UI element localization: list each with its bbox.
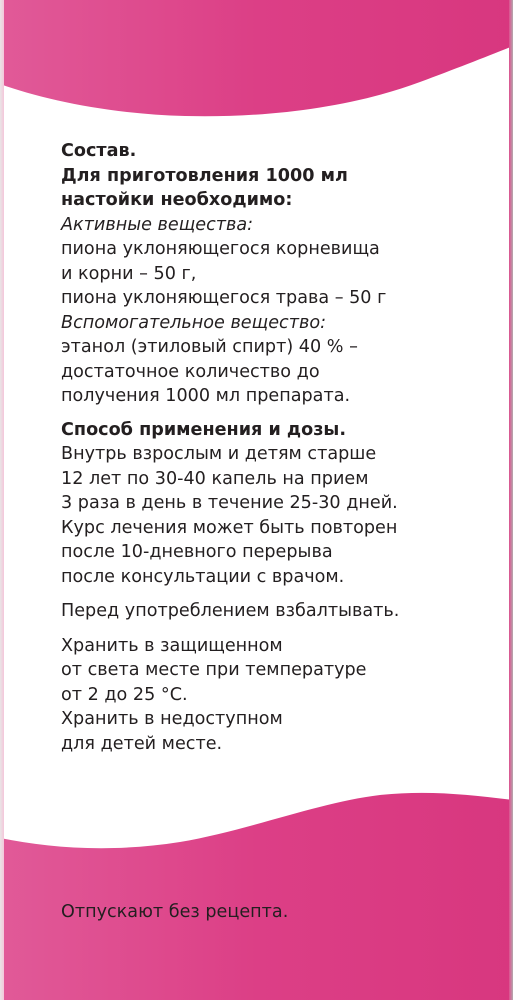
usage-line: 3 раза в день в течение 25-30 дней. — [61, 493, 398, 513]
composition-subtitle-line: Для приготовления 1000 мл — [61, 165, 348, 186]
auxiliary-substance-line: достаточное количество до — [61, 361, 320, 382]
composition-subtitle-line: настойки необходимо: — [61, 190, 293, 210]
box-edge-right — [509, 0, 513, 1000]
active-substances-label: Активные вещества: — [61, 214, 254, 235]
section-gap — [61, 409, 481, 418]
usage-line: Курс лечения может быть повторен — [61, 517, 398, 538]
storage-line: для детей месте. — [61, 733, 223, 754]
shake-note: Перед употреблением взбалтывать. — [61, 601, 400, 621]
storage-line: Хранить в защищенном — [61, 635, 283, 656]
storage-line: Хранить в недоступном — [61, 709, 283, 729]
usage-line: 12 лет по 30-40 капель на прием — [61, 468, 369, 489]
active-substance-line: пиона уклоняющегося трава – 50 г — [61, 288, 387, 308]
active-substance-line: и корни – 50 г, — [61, 263, 197, 284]
auxiliary-substance-line: получения 1000 мл препарата. — [61, 386, 351, 406]
storage-line: от 2 до 25 °С. — [61, 684, 188, 705]
section-gap — [61, 589, 481, 599]
usage-line: Внутрь взрослым и детям старше — [61, 444, 377, 464]
storage-line: от света месте при температуре — [61, 660, 367, 680]
section-gap — [61, 624, 481, 634]
instruction-text — [61, 139, 481, 756]
usage-title: Способ применения и дозы. — [61, 419, 347, 440]
auxiliary-substance-label: Вспомогательное вещество: — [61, 312, 327, 333]
auxiliary-substance-line: этанол (этиловый спирт) 40 % – — [61, 337, 358, 357]
prescription-status: Отпускают без рецепта. — [61, 902, 289, 922]
box-edge-left — [0, 0, 4, 1000]
usage-line: после 10-дневного перерыва — [61, 542, 333, 562]
usage-line: после консультации с врачом. — [61, 566, 345, 587]
active-substance-line: пиона уклоняющегося корневища — [61, 239, 380, 259]
composition-title: Состав. — [61, 141, 137, 161]
